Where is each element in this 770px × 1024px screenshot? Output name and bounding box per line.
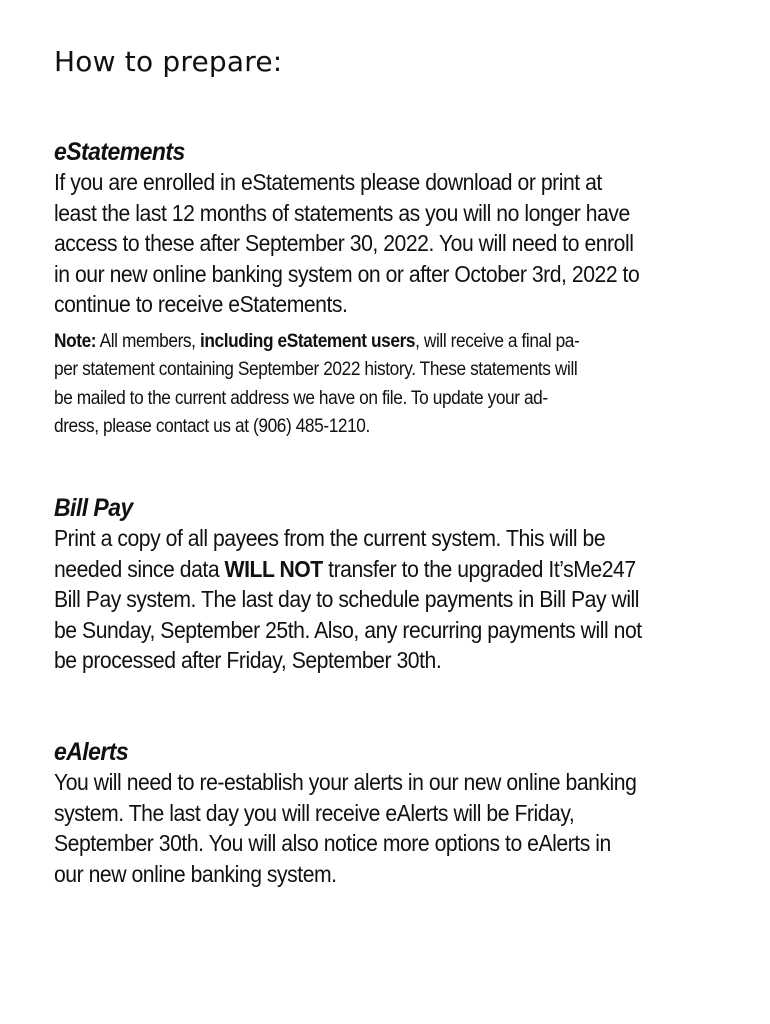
text-line: in our new online banking system on or after October 3rd, 2022 to (54, 260, 640, 287)
text-fragment: needed since data (54, 555, 225, 582)
note-label: Note: (54, 330, 97, 352)
text-line: continue to receive eStatements. (54, 291, 348, 317)
note-line: per statement containing September 2022 history. These statements will (54, 359, 578, 380)
note-emphasis: including eStatement users (199, 330, 416, 352)
page-title: How to prepare: (54, 45, 283, 78)
note-line (54, 328, 716, 357)
note-line: dress, please contact us at (906) 485-1210. (54, 416, 370, 437)
section-body-bill-pay (54, 523, 724, 676)
section-heading-ealerts: eAlerts (54, 738, 129, 766)
section-heading-estatements: eStatements (54, 138, 185, 166)
text-line: access to these after September 30, 2022. You will need to enroll (54, 230, 634, 256)
note-text: , will receive a final pa- (415, 330, 580, 352)
text-line: You will need to re-establish your alerts in our new online banking (54, 769, 637, 795)
text-line (54, 554, 724, 585)
text-line: least the last 12 months of statements as you will no longer have (54, 199, 630, 226)
estatements-note (54, 328, 716, 442)
section-estatements (54, 137, 724, 442)
text-line: Print a copy of all payees from the current system. This will be (54, 525, 606, 551)
text-line: be Sunday, September 25th. Also, any recurring payments will not (54, 616, 642, 643)
text-line: September 30th. You will also notice more options to eAlerts in (54, 830, 611, 856)
note-text: All members, (96, 330, 200, 352)
section-body-estatements (54, 167, 724, 320)
section-heading-bill-pay: Bill Pay (54, 494, 133, 522)
section-body-ealerts (54, 767, 724, 889)
text-line: If you are enrolled in eStatements please download or print at (54, 169, 602, 195)
text-line: system. The last day you will receive eAlerts will be Friday, (54, 799, 575, 826)
text-line: be processed after Friday, September 30th. (54, 647, 442, 673)
bold-emphasis: WILL NOT (224, 555, 323, 582)
text-fragment: transfer to the upgraded It’sMe247 (322, 555, 636, 582)
text-line: our new online banking system. (54, 860, 337, 887)
text-line: Bill Pay system. The last day to schedule payments in Bill Pay will (54, 586, 640, 612)
note-line: be mailed to the current address we have on file. To update your ad- (54, 387, 548, 409)
section-bill-pay (54, 493, 724, 676)
section-ealerts (54, 737, 724, 889)
